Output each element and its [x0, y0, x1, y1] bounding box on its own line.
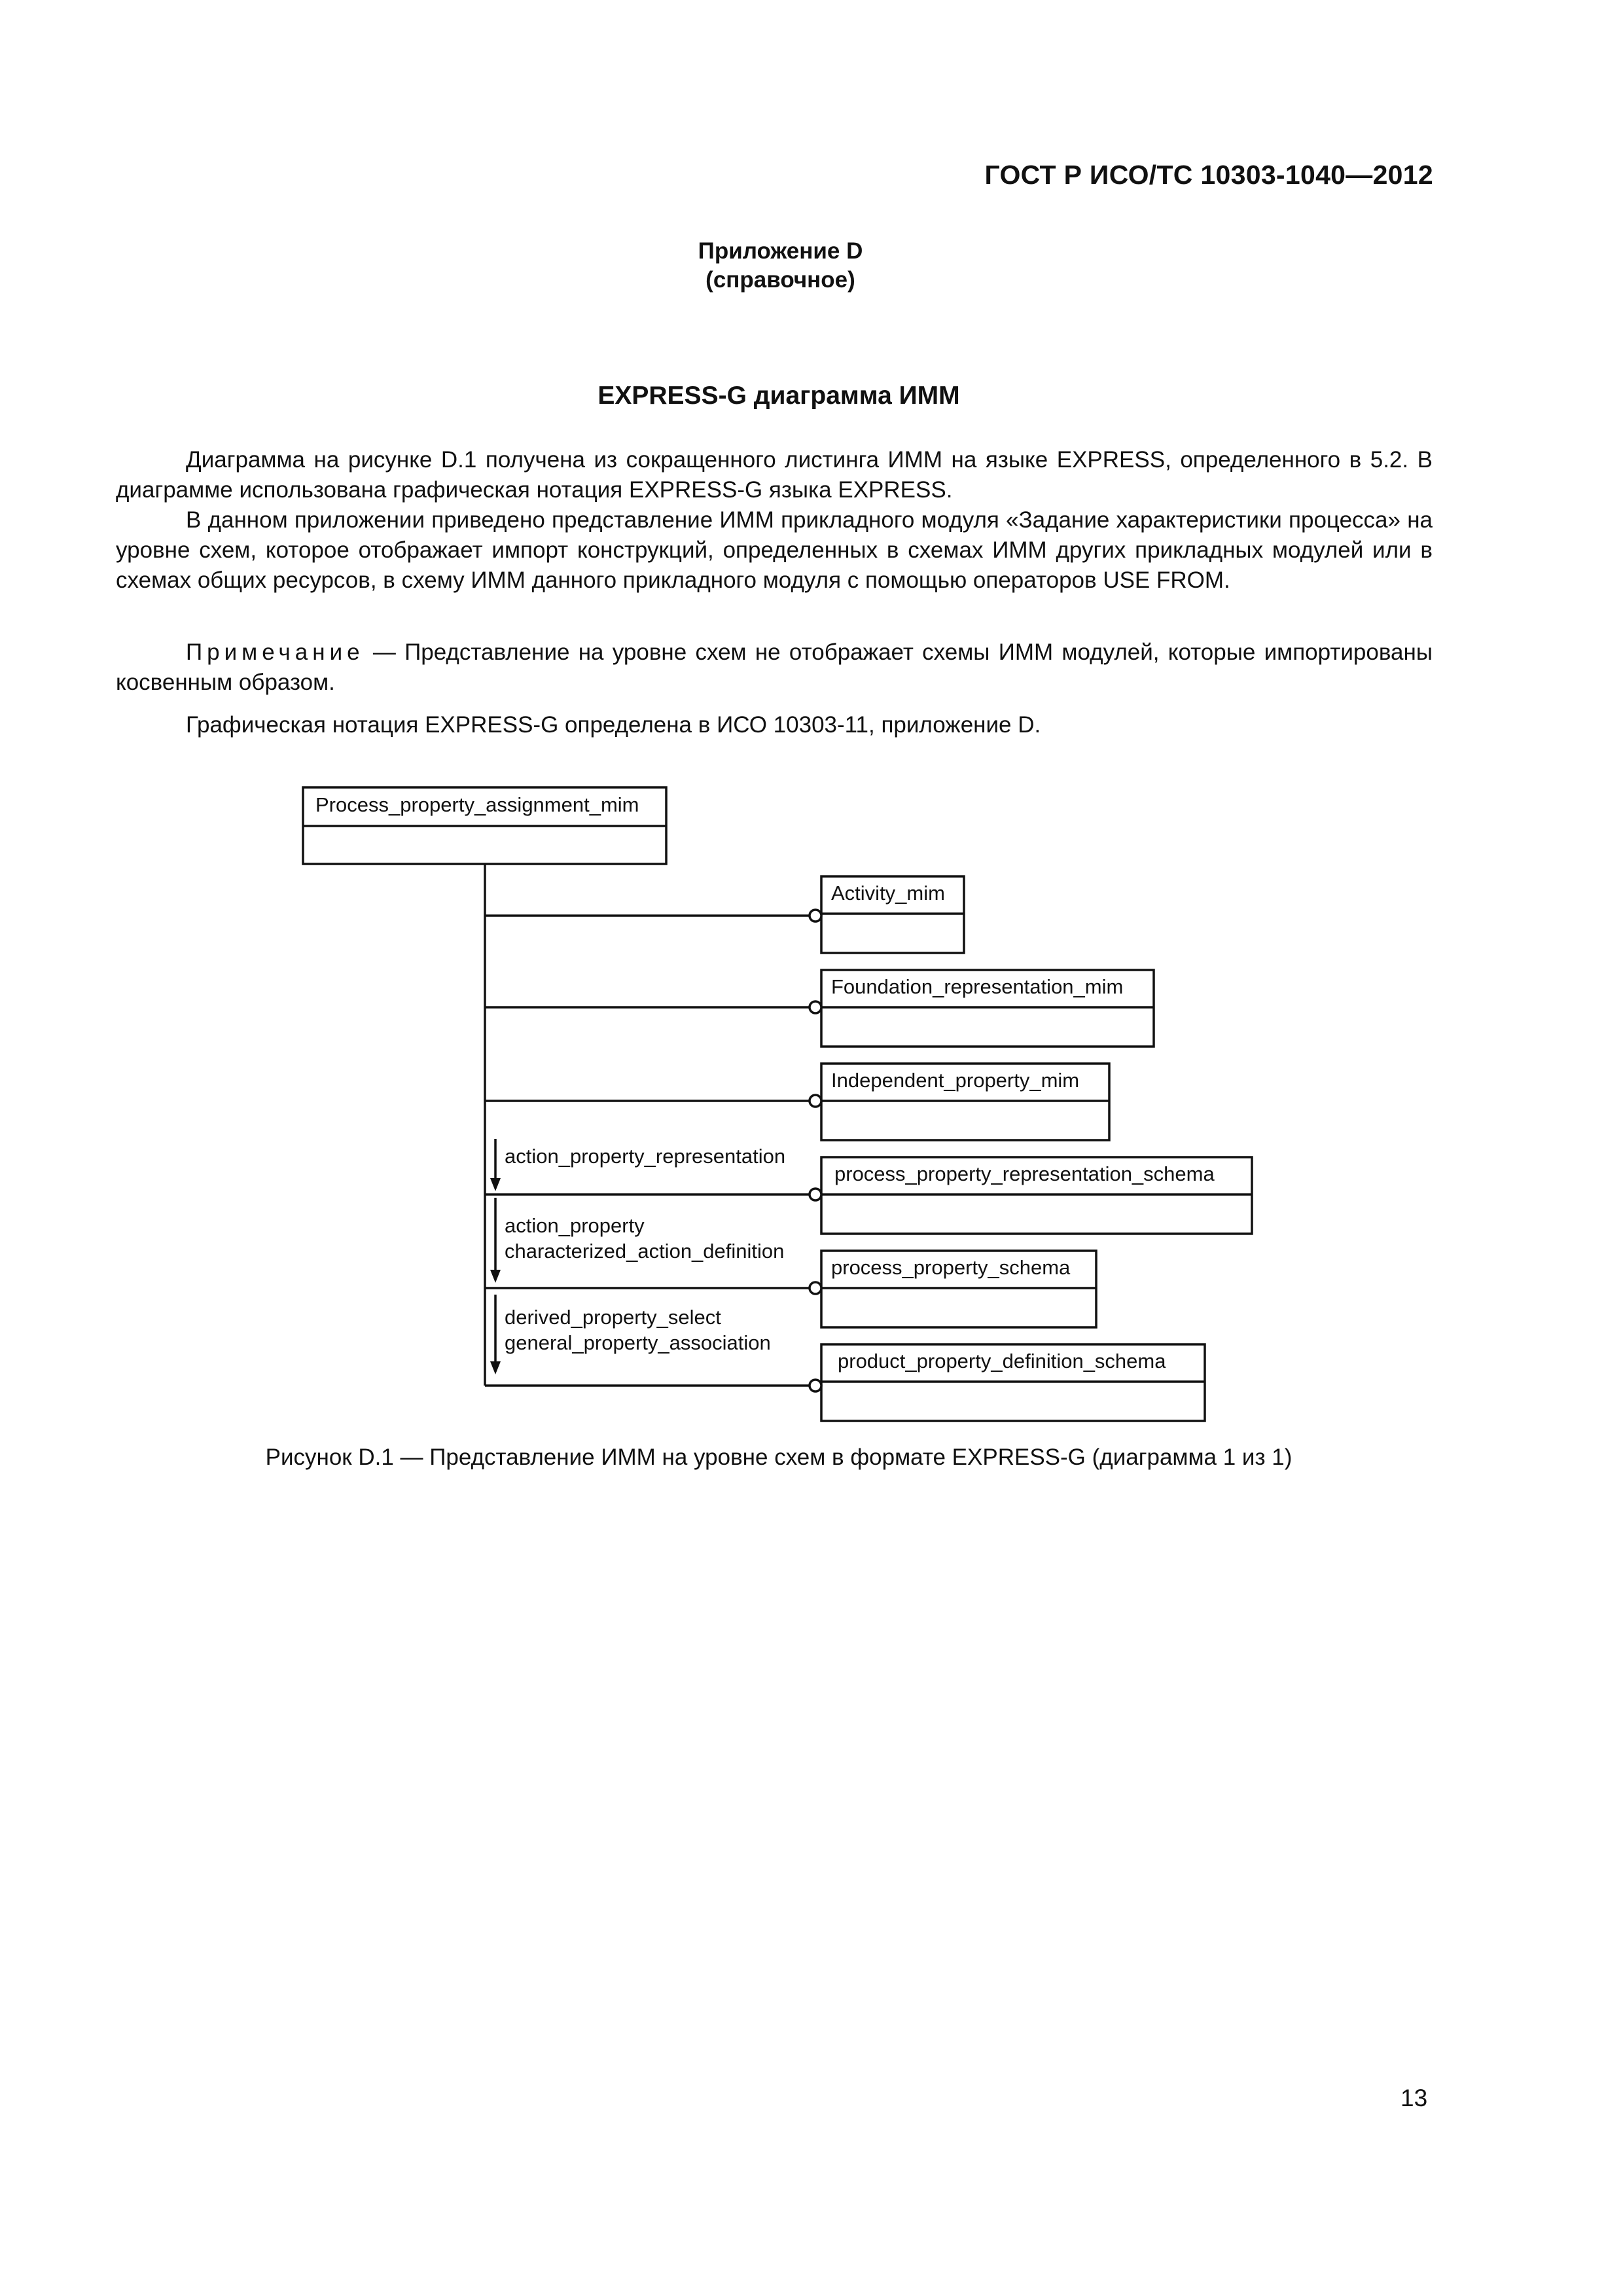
paragraph-description: В данном приложении приведено представление ИММ прикладного модуля «Задание характеристики процесса» на уровне схем, которое отображает импорт конструкций, определенных в схемах ИММ других прикладных модулей или в схемах общих ресурсов, в схему ИММ данного прикладного модуля с помощью операторов USE FROM.: [116, 507, 1433, 593]
reference-label: derived_property_select: [505, 1306, 721, 1329]
annex-title: Приложение D: [698, 238, 863, 264]
arrow-down-icon: [490, 1178, 501, 1191]
schema-label-activity: Activity_mim: [831, 882, 945, 905]
root-schema-label: Process_property_assignment_mim: [315, 793, 639, 816]
schema-label-ppr: process_property_representation_schema: [834, 1162, 1215, 1185]
reference-label: action_property_representation: [505, 1145, 786, 1168]
arrow-down-icon: [490, 1270, 501, 1283]
reference-label: characterized_action_definition: [505, 1240, 785, 1263]
reference-label: general_property_association: [505, 1331, 771, 1354]
schema-label-ppd: product_property_definition_schema: [838, 1350, 1166, 1372]
schema-label-pps: process_property_schema: [831, 1256, 1071, 1279]
reference-label: action_property: [505, 1214, 645, 1237]
schema-label-foundation: Foundation_representation_mim: [831, 975, 1124, 998]
note-text: — Представление на уровне схем не отображает схемы ИММ модулей, которые импортированы косвенным образом.: [116, 639, 1433, 695]
terminal-circle: [810, 1189, 821, 1200]
note-label: Примечание: [186, 639, 365, 665]
annex-subtitle: (справочное): [705, 267, 855, 293]
section-heading: EXPRESS-G диаграмма ИММ: [597, 382, 960, 410]
terminal-circle: [810, 1095, 821, 1107]
terminal-circle: [810, 1001, 821, 1013]
terminal-circle: [810, 1380, 821, 1391]
terminal-circle: [810, 1282, 821, 1294]
arrow-down-icon: [490, 1361, 501, 1374]
paragraph-intro: Диаграмма на рисунке D.1 получена из сокращенного листинга ИММ на языке EXPRESS, определенного в 5.2. В диаграмме использована графическая нотация EXPRESS-G языка EXPRESS.: [116, 447, 1433, 503]
page-number: 13: [1400, 2085, 1428, 2111]
figure-caption: Рисунок D.1 — Представление ИММ на уровне схем в формате EXPRESS-G (диаграмма 1 из 1): [265, 1444, 1293, 1470]
standard-designation: ГОСТ Р ИСО/ТС 10303-1040—2012: [984, 160, 1433, 190]
schema-label-independent: Independent_property_mim: [831, 1069, 1080, 1092]
terminal-circle: [810, 910, 821, 922]
paragraph-notation: Графическая нотация EXPRESS-G определена в ИСО 10303-11, приложение D.: [186, 712, 1041, 738]
